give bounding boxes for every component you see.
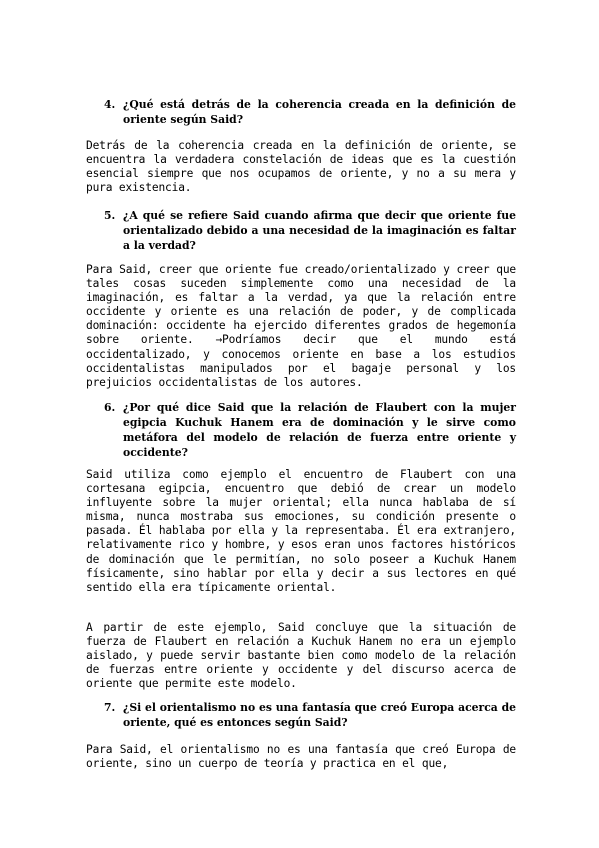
question-number: 5.: [104, 209, 116, 222]
question-number: 6.: [104, 401, 116, 414]
question-6: [104, 400, 516, 460]
answer-paragraph: A partir de este ejemplo, Said concluye que la situación de fuerza de Flaubert en relación a Kuchuk Hanem no era un ejemplo aislado, y puede servir bastante bien como modelo de la relación de fuerzas entre oriente y occidente y del discurso acerca de oriente que permite este modelo.: [86, 621, 516, 691]
question-5: [104, 208, 516, 253]
question-text: ¿Si el orientalismo no es una fantasía que creó Europa acerca de oriente, qué es entonces según Said?: [123, 701, 516, 729]
question-text: ¿Qué está detrás de la coherencia creada en la definición de oriente según Said?: [123, 98, 516, 126]
question-text: ¿A qué se refiere Said cuando afirma que decir que oriente fue orientalizado debido a una necesidad de la imaginación es faltar a la verdad?: [123, 209, 516, 252]
answer-paragraph: Para Said, creer que oriente fue creado/orientalizado y creer que tales cosas suceden simplemente como una necesidad de la imaginación, es faltar a la verdad, ya que la relación entre occidente y oriente es una relación de poder, y de complicada dominación: occidente ha ejercido diferentes grados de hegemonía sobre oriente. →Podríamos decir que el mundo está occidentalizado, y conocemos oriente en base a los estudios occidentalistas manipulados por el bagaje personal y los prejuicios occidentalistas de los autores.: [86, 263, 516, 389]
question-4: [104, 97, 516, 127]
answer-paragraph: Detrás de la coherencia creada en la definición de oriente, se encuentra la verdadera constelación de ideas que es la cuestión esencial siempre que nos ocupamos de oriente, y no a su mera y pura existencia.: [86, 139, 516, 195]
question-number: 7.: [104, 701, 116, 714]
question-number: 4.: [104, 98, 116, 111]
answer-paragraph: Said utiliza como ejemplo el encuentro de Flaubert con una cortesana egipcia, encuentro que debió de crear un modelo influyente sobre la mujer oriental; ella nunca hablaba de sí misma, nunca mostraba sus emociones, su condición presente o pasada. Él hablaba por ella y la representaba. Él era extranjero, relativamente rico y hombre, y esos eran unos factores históricos de dominación que le permitían, no solo poseer a Kuchuk Hanem físicamente, sino hablar por ella y decir a sus lectores en qué sentido ella era típicamente oriental.: [86, 468, 516, 594]
question-7: [104, 700, 516, 730]
question-text: ¿Por qué dice Said que la relación de Flaubert con la mujer egipcia Kuchuk Hanem era de dominación y le sirve como metáfora del modelo de relación de fuerza entre oriente y occidente?: [123, 401, 516, 459]
answer-paragraph: Para Said, el orientalismo no es una fantasía que creó Europa de oriente, sino un cuerpo de teoría y practica en el que,: [86, 743, 516, 771]
